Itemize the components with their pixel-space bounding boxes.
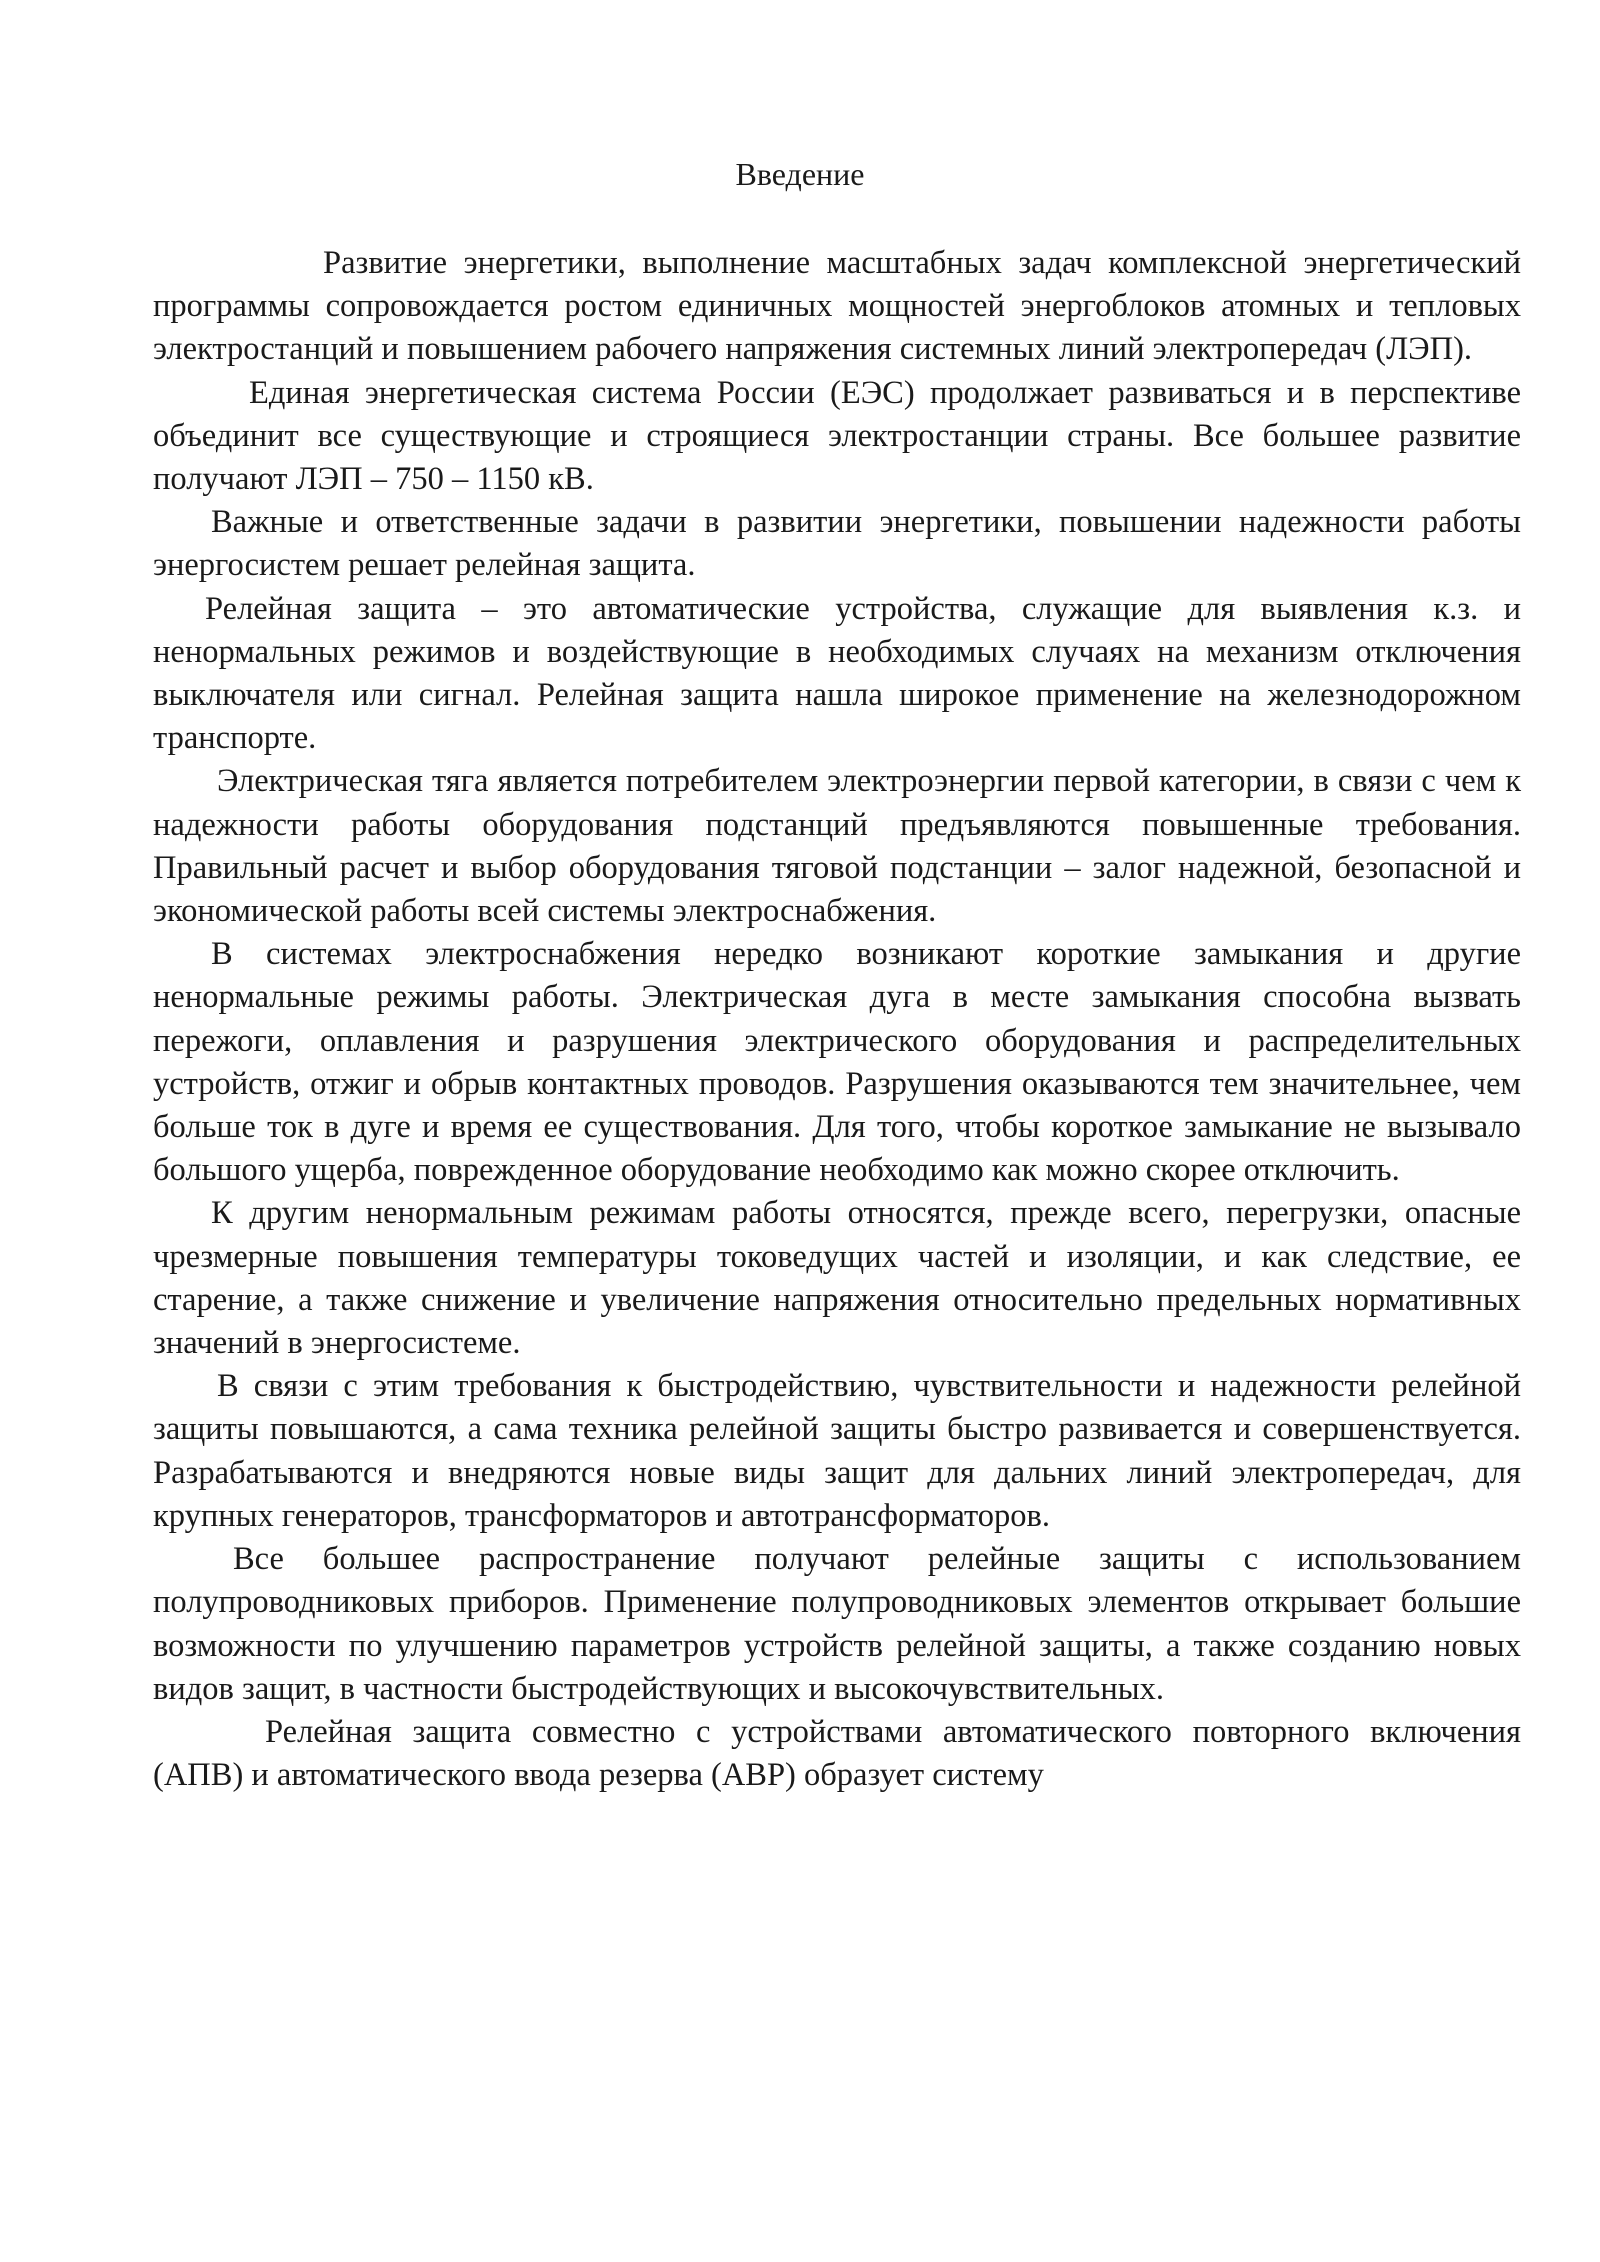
paragraph-9: Все большее распространение получают релейные защиты с использованием полупроводниковых приборов. Применение полупроводниковых элементов открывает большие возможности по улучшению параметров устройств релейной защиты, а также созданию новых видов защит, в частности быстродействующих и высокочувствительных.: [153, 1541, 1521, 1707]
paragraph-2: Единая энергетическая система России (ЕЭС) продолжает развиваться и в перспективе объединит все существующие и строящиеся электростанции страны. Все большее развитие получают ЛЭП – 750 – 1150 кВ.: [153, 374, 1521, 498]
paragraph-3: Важные и ответственные задачи в развитии энергетики, повышении надежности работы энергосистем решает релейная защита.: [153, 504, 1521, 584]
paragraph-7: К другим ненормальным режимам работы относятся, прежде всего, перегрузки, опасные чрезмерные повышения температуры токоведущих частей и изоляции, и как следствие, ее старение, а также снижение и увеличение напряжения относительно предельных нормативных значений в энергосистеме.: [153, 1195, 1521, 1362]
page-title: Введение: [735, 156, 865, 192]
paragraph-6: В системах электроснабжения нередко возникают короткие замыкания и другие ненормальные режимы работы. Электрическая дуга в месте замыкания способна вызвать пережоги, оплавления и разрушения электрического оборудования и распределительных устройств, отжиг и обрыв контактных проводов. Разрушения оказываются тем значительнее, чем больше ток в дуге и время ее существования. Для того, чтобы короткое замыкание не вызывало большого ущерба, поврежденное оборудование необходимо как можно скорее отключить.: [153, 936, 1521, 1189]
paragraph-8: В связи с этим требования к быстродействию, чувствительности и надежности релейной защиты повышаются, а сама техника релейной защиты быстро развивается и совершенствуется. Разрабатываются и внедряются новые виды защит для дальних линий электропередач, для крупных генераторов, трансформаторов и автотрансформаторов.: [153, 1368, 1521, 1534]
document-body: [153, 242, 1521, 1797]
paragraph-4: Релейная защита – это автоматические устройства, служащие для выявления к.з. и ненормальных режимов и воздействующие в необходимых случаях на механизм отключения выключателя или сигнал. Релейная защита нашла широкое применение на железнодорожном транспорте.: [153, 590, 1521, 757]
paragraph-10: Релейная защита совместно с устройствами автоматического повторного включения (АПВ) и автоматического ввода резерва (АВР) образует систему: [153, 1713, 1521, 1794]
paragraph-1: Развитие энергетики, выполнение масштабных задач комплексной энергетический программы сопровождается ростом единичных мощностей энергоблоков атомных и тепловых электростанций и повышением рабочего напряжения системных линий электропередач (ЛЭП).: [153, 245, 1521, 368]
paragraph-5: Электрическая тяга является потребителем электроэнергии первой категории, в связи с чем к надежности работы оборудования подстанций предъявляются повышенные требования. Правильный расчет и выбор оборудования тяговой подстанции – залог надежной, безопасной и экономической работы всей системы электроснабжения.: [153, 763, 1521, 930]
